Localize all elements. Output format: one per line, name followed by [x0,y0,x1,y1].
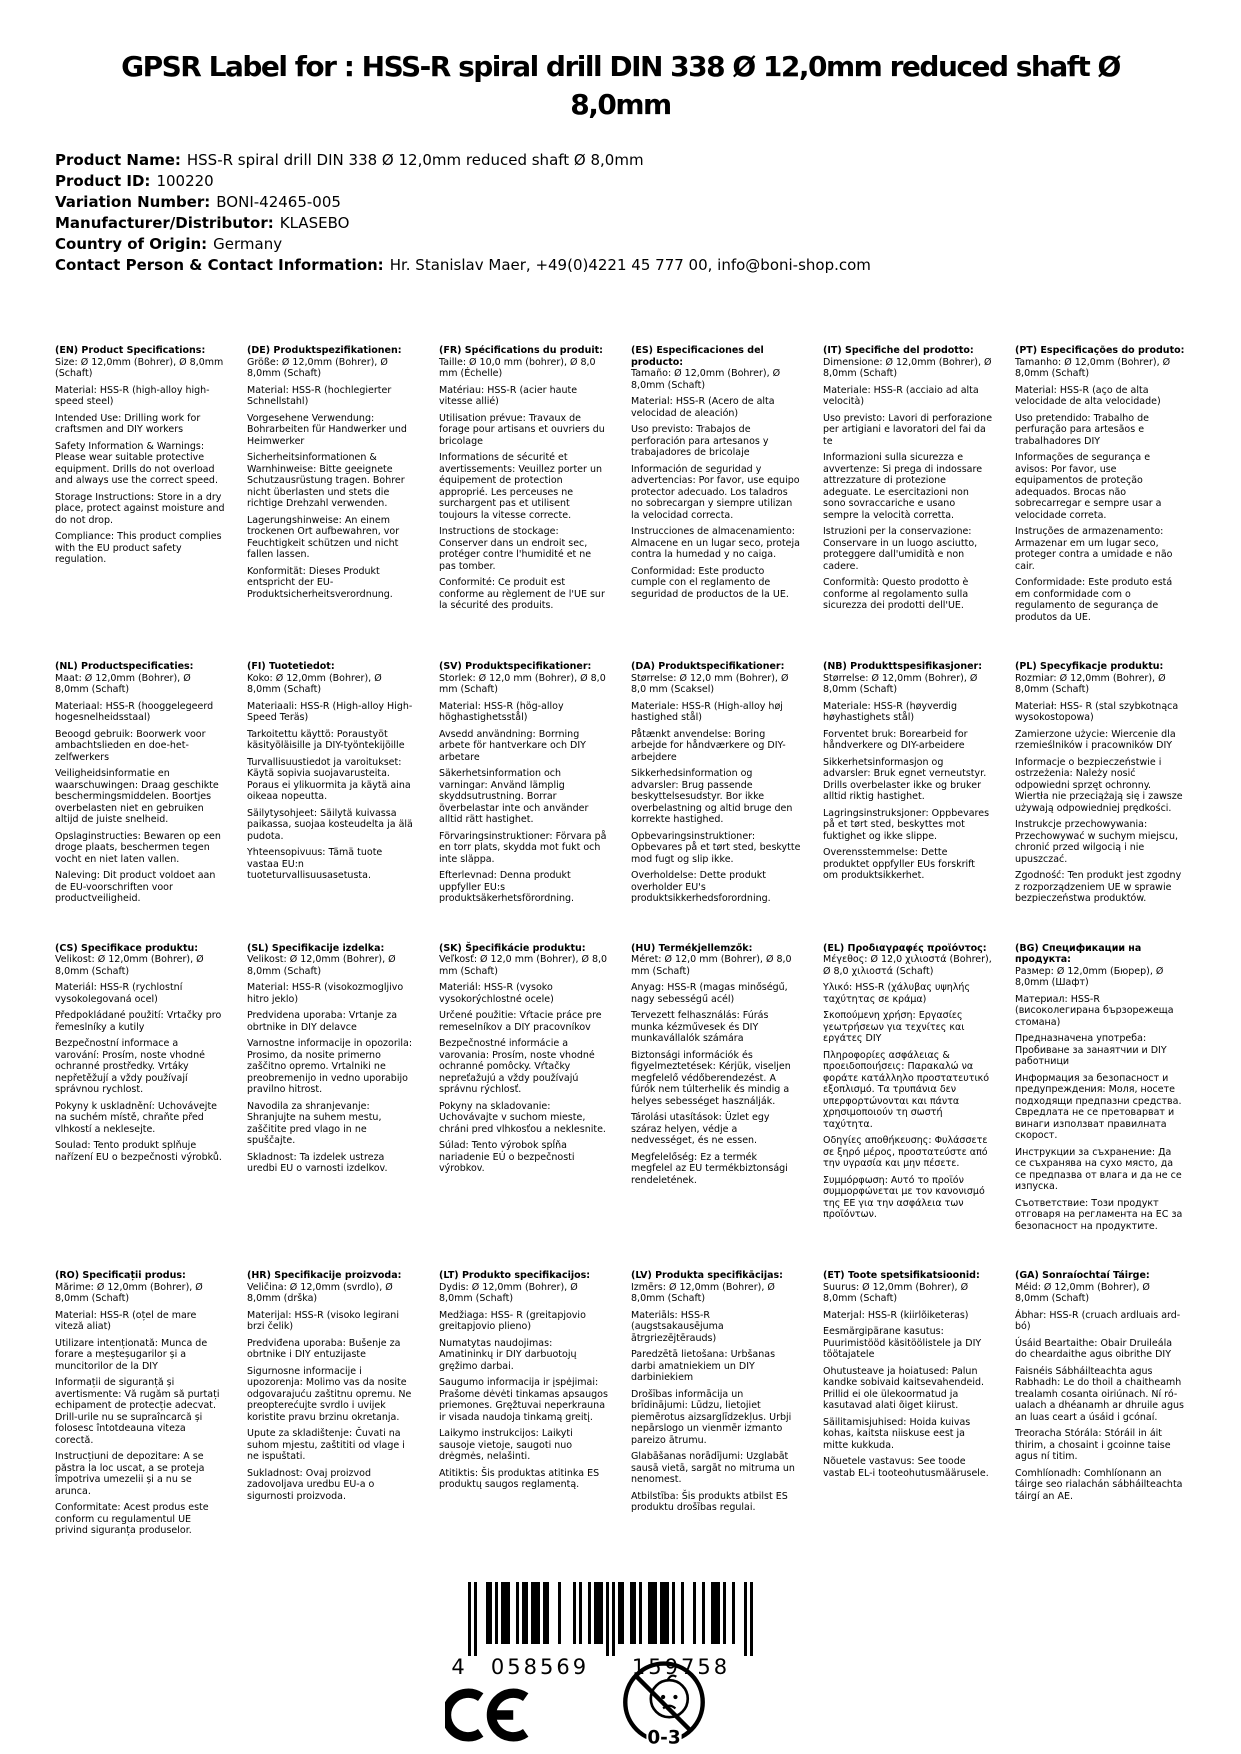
language-block-heading: (NB) Produkttspesifikasjoner: [823,661,983,672]
product-info-label: Contact Person & Contact Information: [55,256,384,274]
product-info-row [55,192,1186,213]
spec-paragraph: Материал: HSS-R (високолегирана бързорежеща стомана) [1015,993,1174,1028]
language-block-heading: (HR) Specifikacije proizvoda: [247,1270,402,1281]
spec-paragraph: Tárolási utasítások: Üzlet egy száraz helyen, védje a nedvességet, és ne essen. [631,1112,770,1146]
spec-paragraph: Informações de segurança e avisos: Por favor, use equipamentos de proteção adequados. Brocas não sobrecarregar e sempre usar a velocidade correta. [1015,452,1162,521]
language-block-heading: (NL) Productspecificaties: [55,661,194,672]
spec-paragraph: Предназначена употреба: Пробиване за занаятчии и DIY работници [1015,1033,1167,1067]
spec-paragraph: Matériau: HSS-R (acier haute vitesse allié) [439,384,578,407]
language-block-heading: (DA) Produktspecifikationer: [631,661,785,672]
product-info-row [55,171,1186,192]
spec-paragraph: Conformité: Ce produit est conforme au règlement de l'UE sur la sécurité des produits. [439,577,605,611]
spec-paragraph: Dimensione: Ø 12,0mm (Bohrer), Ø 8,0mm (Schaft) [823,356,992,379]
spec-paragraph: Förvaringsinstruktioner: Förvara på en torr plats, skydda mot fukt och inte släppa. [439,830,607,865]
language-block-heading: (ES) Especificaciones del producto: [631,345,764,368]
spec-paragraph: Atitiktis: Šis produktas atitinka ES produktų saugos reglamentą. [439,1467,600,1490]
spec-paragraph: Varnostne informacije in opozorila: Prosimo, da nosite primerno zaščitno opremo. Vrtalniki ne preobremenijo in vedno uporabijo pravilno hitrost. [247,1038,413,1095]
spec-paragraph: Bezpečnostní informace a varování: Prosím, noste vhodné ochranné prostředky. Vrtáky nepřetěžují a vždy používají správnou rychlost. [55,1038,205,1095]
language-block-heading: (RO) Specificații produs: [55,1270,186,1281]
spec-paragraph: Turvallisuustiedot ja varoitukset: Käytä sopivia suojavarusteita. Poraus ei ylikuormita ja käytä aina oikeaa nopeutta. [247,756,411,802]
spec-paragraph: Instrucciones de almacenamiento: Almacene en un lugar seco, proteja contra la humedad y no caiga. [631,526,800,560]
language-block [823,943,993,1221]
ce-mark-icon [445,1684,535,1746]
spec-paragraph: Laikymo instrukcijos: Laikyti sausoje vietoje, saugoti nuo drėgmės, nelašinti. [439,1428,573,1462]
language-block [1015,345,1185,623]
spec-paragraph: Materiale: HSS-R (høyverdig høyhastighets stål) [823,700,957,723]
spec-paragraph: Opbevaringsinstruktioner: Opbevares på et tørt sted, beskytte mod fugt og slip ikke. [631,830,801,865]
language-block [55,943,225,1164]
spec-paragraph: Určené použitie: Vŕtacie práce pre remeselníkov a DIY pracovníkov [439,1010,602,1033]
product-info-row [55,255,1186,276]
language-block [631,661,801,905]
language-block [631,943,801,1187]
language-block [247,345,417,600]
footer [0,1580,1241,1754]
spec-paragraph: Materjal: HSS-R (kiirlõiketeras) [823,1309,969,1321]
language-block [823,345,993,612]
spec-paragraph: Materiale: HSS-R (acciaio ad alta velocità) [823,384,979,407]
spec-paragraph: Biztonsági információk és figyelmeztetések: Kérjük, viseljen megfelelő védőberendezést. A fúrók nem túlterhelik és mindig a helyes sebességet használják. [631,1049,791,1107]
spec-paragraph: Material: HSS-R (high-alloy high-speed steel) [55,384,210,407]
language-block [439,661,609,905]
spec-paragraph: Súlad: Tento výrobok spĺňa nariadenie EÚ o bezpečnosti výrobkov. [439,1140,575,1174]
language-block-heading: (PT) Especificações do produto: [1015,345,1185,356]
spec-paragraph: Material: HSS-R (aço de alta velocidade de alta velocidade) [1015,384,1161,407]
product-info-value: HSS-R spiral drill DIN 338 Ø 12,0mm reduced shaft Ø 8,0mm [186,151,644,169]
language-block-heading: (BG) Спецификации на продукта: [1015,942,1142,965]
spec-paragraph: Méid: Ø 12,0mm (Bohrer), Ø 8,0mm (Schaft) [1015,1281,1150,1304]
spec-paragraph: Sikkerhedsinformation og advarsler: Brug passende beskyttelsesudstyr. Bor ikke overbelastning og altid bruge den korrekte hastighed. [631,768,793,825]
spec-paragraph: Sukladnost: Ovaj proizvod zadovoljava uredbu EU-a o sigurnosti proizvoda. [247,1467,375,1502]
spec-paragraph: Glabāšanas norādījumi: Uzglabāt sausā vietā, sargāt no mitruma un nenomest. [631,1451,795,1485]
language-block [823,1270,993,1479]
product-info-value: 100220 [156,172,214,190]
spec-paragraph: Zgodność: Ten produkt jest zgodny z rozporządzeniem UE w sprawie bezpieczeństwa produktów. [1015,870,1182,904]
spec-paragraph: Koko: Ø 12,0mm (Bohrer), Ø 8,0mm (Schaft) [247,672,382,695]
language-block [631,345,801,600]
product-info-row [55,213,1186,234]
spec-paragraph: Säilytysohjeet: Säilytä kuivassa paikassa, suojaa kosteudelta ja älä pudota. [247,807,413,842]
spec-paragraph: Instructions de stockage: Conserver dans un endroit sec, protéger contre l'humidité et ne pas tomber. [439,526,592,572]
spec-paragraph: Veiligheidsinformatie en waarschuwingen: Draag geschikte beschermingsmiddelen. Boortjes overbelasten niet en gebruiken altijd de juiste snelheid. [55,768,219,825]
spec-paragraph: Úsáid Beartaithe: Obair Druileála do cheardaithe agus oibrithe DIY [1015,1337,1173,1360]
language-block [247,943,417,1175]
spec-paragraph: Størrelse: Ø 12,0 mm (Bohrer), Ø 8,0 mm (Scaksel) [631,672,789,695]
language-block-heading: (SL) Specifikacije izdelka: [247,942,385,954]
product-info-value: Germany [213,235,283,253]
spec-paragraph: Tervezett felhasználás: Fúrás munka kézművesek és DIY munkavállalók számára [631,1010,769,1044]
spec-paragraph: Størrelse: Ø 12,0mm (Bohrer), Ø 8,0mm (Schaft) [823,672,978,695]
age-warning-icon [620,1658,708,1750]
spec-paragraph: Bezpečnostné informácie a varovania: Prosím, noste vhodné ochranné pomôcky. Vŕtačky nepreťažujú a vždy používajú správnu rýchlosť. [439,1038,595,1095]
spec-paragraph: Beoogd gebruik: Boorwerk voor ambachtslieden en doe-het-zelfwerkers [55,728,206,763]
spec-paragraph: Vorgesehene Verwendung: Bohrarbeiten für Handwerker und Heimwerker [247,412,407,447]
spec-paragraph: Lagringsinstruksjoner: Oppbevares på et tørt sted, beskyttes mot fuktighet og ikke slippe. [823,807,990,842]
spec-paragraph: Naleving: Dit product voldoet aan de EU-voorschriften voor productveiligheid. [55,870,216,904]
spec-paragraph: Intended Use: Drilling work for craftsmen and DIY workers [55,412,201,435]
spec-paragraph: Size: Ø 12,0mm (Bohrer), Ø 8,0mm (Schaft) [55,356,224,379]
spec-paragraph: Materijal: HSS-R (visoko legirani brzi čelik) [247,1309,399,1332]
spec-paragraph: Informații de siguranță și avertismente: Vă rugăm să purtați echipament de protecție adecvat. Drill-urile nu se supraîncarcă și folosesc întotdeauna viteza corectă. [55,1377,220,1446]
spec-paragraph: Größe: Ø 12,0mm (Bohrer), Ø 8,0mm (Schaft) [247,356,388,379]
language-block [439,1270,609,1491]
spec-paragraph: Materiál: HSS-R (vysoko vysokorýchlostné ocele) [439,982,554,1005]
spec-paragraph: Mărime: Ø 12,0mm (Bohrer), Ø 8,0mm (Schaft) [55,1281,203,1304]
language-block [439,943,609,1175]
language-block [55,661,225,905]
product-info-label: Variation Number: [55,193,211,211]
spec-paragraph: Rozmiar: Ø 12,0mm (Bohrer), Ø 8,0mm (Schaft) [1015,672,1166,695]
spec-paragraph: Numatytas naudojimas: Amatininkų ir DIY darbuotojų gręžimo darbai. [439,1337,577,1372]
spec-paragraph: Conformitate: Acest produs este conform cu regulamentul UE privind siguranța produselor. [55,1502,209,1536]
language-block-heading: (IT) Specifiche del prodotto: [823,345,974,356]
spec-paragraph: Veľkosť: Ø 12,0 mm (Bohrer), Ø 8,0 mm (Schaft) [439,954,608,977]
spec-paragraph: Predvidena uporaba: Vrtanje za obrtnike in DIY delavce [247,1010,398,1033]
spec-paragraph: Velikost: Ø 12,0mm (Bohrer), Ø 8,0mm (Schaft) [55,954,204,977]
spec-paragraph: Megfelelőség: Ez a termék megfelel az EU termékbiztonsági rendeletének. [631,1151,788,1186]
spec-paragraph: Materiale: HSS-R (High-alloy høj hastighed stål) [631,700,783,723]
spec-paragraph: Съответствие: Този продукт отговаря на регламента на ЕС за безопасност на продуктите. [1015,1197,1183,1232]
spec-paragraph: Materiál: HSS-R (rychlostní vysokolegovaná ocel) [55,982,183,1005]
spec-paragraph: Utilisation prévue: Travaux de forage pour artisans et ouvriers du bricolage [439,412,605,447]
spec-paragraph: Säkerhetsinformation och varningar: Använd lämplig skyddsutrustning. Borrar överbelastar inte och använder alltid rätt hastighet. [439,768,589,825]
spec-paragraph: Material: HSS-R (visokozmogljivo hitro jeklo) [247,982,404,1005]
language-block [247,1270,417,1502]
product-info-label: Product Name: [55,151,181,169]
page-title: GPSR Label for : HSS-R spiral drill DIN 338 Ø 12,0mm reduced shaft Ø 8,0mm [121,50,1120,121]
ean-barcode-svg [438,1582,768,1682]
spec-paragraph: Размер: Ø 12,0mm (Бюрер), Ø 8,0mm (Шафт) [1015,965,1164,988]
spec-paragraph: Υλικό: HSS-R (χάλυβας υψηλής ταχύτητας σε κράμα) [823,982,971,1005]
spec-paragraph: Paredzētā lietošana: Urbšanas darbi amatniekiem un DIY darbiniekiem [631,1349,776,1383]
spec-paragraph: Ohutusteave ja hoiatused: Palun kandke sobivaid kaitsevahendeid. Prillid ei ole ülekoormatud ja kasutavad alati õiget kiirust. [823,1365,985,1411]
spec-paragraph: Avsedd användning: Borrning arbete för hantverkare och DIY arbetare [439,728,586,763]
product-info [55,150,1186,276]
spec-paragraph: Faisnéis Sábháilteachta agus Rabhadh: Le do thoil a chaitheamh trealamh cosanta oiriúnach. Ní ró-ualach a dhéanamh ar dhruile agus an luas ceart a úsáid i gcónaí. [1015,1365,1184,1423]
spec-paragraph: Инструкции за съхранение: Да се съхранява на сухо място, да се предпазва от влага и да не се изпуска. [1015,1146,1182,1192]
spec-paragraph: Safety Information & Warnings: Please wear suitable protective equipment. Drills do not overload and always use the correct speed. [55,440,218,486]
spec-paragraph: Tarkoitettu käyttö: Poraustyöt käsityöläisille ja DIY-työntekijöille [247,728,405,751]
spec-paragraph: Compliance: This product complies with the EU product safety regulation. [55,531,222,565]
spec-paragraph: Conformidad: Este producto cumple con el reglamento de seguridad de productos de la UE. [631,565,789,600]
spec-paragraph: Uso previsto: Trabajos de perforación para artesanos y trabajadores de bricolaje [631,424,769,458]
spec-paragraph: Izmērs: Ø 12,0mm (Bohrer), Ø 8,0mm (Schaft) [631,1281,775,1304]
spec-paragraph: Μέγεθος: Ø 12,0 χιλιοστά (Bohrer), Ø 8,0 χιλιοστά (Schaft) [823,954,992,977]
language-grid [55,345,1186,1537]
spec-paragraph: Maat: Ø 12,0mm (Bohrer), Ø 8,0mm (Schaft) [55,672,191,695]
spec-paragraph: Tamanho: Ø 12,0mm (Bohrer), Ø 8,0mm (Schaft) [1015,356,1171,379]
spec-paragraph: Instrucțiuni de depozitare: A se păstra la loc uscat, a se proteja împotriva umezelii și a nu se arunca. [55,1451,205,1497]
spec-paragraph: Pokyny k uskladnění: Uchovávejte na suchém místě, chraňte před vlhkostí a neklesejte. [55,1100,218,1135]
language-block-heading: (EL) Προδιαγραφές προϊόντος: [823,942,987,954]
spec-paragraph: Comhlíonadh: Comhlíonann an táirge seo rialachán sábháilteachta táirgí an AE. [1015,1467,1183,1502]
spec-paragraph: Instruções de armazenamento: Armazenar em um lugar seco, proteger contra a umidade e não cair. [1015,526,1173,572]
spec-paragraph: Informazioni sulla sicurezza e avvertenze: Si prega di indossare attrezzature di protezione adeguate. Le esercitazioni non sono sovraccariche e usano sempre la velocità corretta. [823,452,983,521]
spec-paragraph: Efterlevnad: Denna produkt uppfyller EU:s produktsäkerhetsförordning. [439,870,575,904]
barcode-right-digits: 159758 [631,1655,731,1679]
spec-paragraph: Navodila za shranjevanje: Shranjujte na suhem mestu, zaščitite pred vlago in ne spuščajte. [247,1100,382,1146]
product-info-value: BONI-42465-005 [216,193,341,211]
spec-paragraph: Nõuetele vastavus: See toode vastab EL-i tooteohutusmäärusele. [823,1456,989,1479]
language-block-heading: (HU) Termékjellemzők: [631,942,753,954]
spec-paragraph: Yhteensopivuus: Tämä tuote vastaa EU:n tuoteturvallisuusasetusta. [247,847,383,881]
spec-paragraph: Sigurnosne informacije i upozorenja: Molimo vas da nosite odgovarajuću zaštitnu opremu. Ne preopterećujte svrdlo i uvijek koristite pravu brzinu okretanja. [247,1365,412,1423]
spec-paragraph: Οδηγίες αποθήκευσης: Φυλάσσετε σε ξηρό μέρος, προστατεύστε από την υγρασία και μην πέσετε. [823,1135,988,1169]
language-block [439,345,609,612]
language-block-heading: (LT) Produkto specifikacijos: [439,1270,591,1281]
barcode-lead-digit: 4 [451,1655,465,1679]
spec-paragraph: Dydis: Ø 12,0mm (Bohrer), Ø 8,0mm (Schaft) [439,1281,578,1304]
language-block-heading: (FI) Tuotetiedot: [247,661,335,672]
spec-paragraph: Saugumo informacija ir įspėjimai: Prašome dėvėti tinkamas apsaugos priemones. Gręžtuvai neperkrauna ir visada naudoja tinkamą greitį. [439,1377,608,1423]
spec-paragraph: Medžiaga: HSS- R (greitapjovio greitapjovio plieno) [439,1309,586,1332]
product-info-label: Manufacturer/Distributor: [55,214,274,232]
spec-paragraph: Πληροφορίες ασφάλειας & προειδοποιήσεις: Παρακαλώ να φοράτε κατάλληλο προστατευτικό εξοπλισμό. Τα τρυπάνια δεν υπερφορτώνονται και πάντα χρησιμοποιούν τη σωστή ταχύτητα. [823,1049,990,1130]
spec-paragraph: Uso pretendido: Trabalho de perfuração para artesãos e trabalhadores DIY [1015,412,1149,447]
spec-paragraph: Información de seguridad y advertencias: Por favor, use equipo protector adecuado. Los taladros no sobrecargan y siempre utilizan la velocidad correcta. [631,463,800,521]
spec-paragraph: Sikkerhetsinformasjon og advarsler: Bruk egnet verneutstyr. Drills overbelaster ikke og bruker alltid riktig hastighet. [823,756,987,802]
spec-paragraph: Uso previsto: Lavori di perforazione per artigiani e lavoratori del fai da te [823,412,993,447]
language-block-heading: (GA) Sonraíochtaí Táirge: [1015,1270,1150,1281]
spec-paragraph: Informacje o bezpieczeństwie i ostrzeżenia: Należy nosić odpowiedni sprzęt ochronny. Wiertła nie przeciążają się i zawsze używają odpowiedniej prędkości. [1015,756,1183,814]
spec-paragraph: Material: HSS-R (hög-alloy höghastighetsstål) [439,700,564,723]
language-block [1015,1270,1185,1502]
spec-paragraph: Taille: Ø 10,0 mm (bohrer), Ø 8,0 mm (Échelle) [439,356,596,379]
language-block-heading: (PL) Specyfikacje produktu: [1015,661,1164,672]
spec-paragraph: Overholdelse: Dette produkt overholder EU's produktsikkerhedsforordning. [631,870,771,904]
product-info-row [55,150,1186,171]
spec-paragraph: Tamaño: Ø 12,0mm (Bohrer), Ø 8,0mm (Schaft) [631,368,781,391]
spec-paragraph: Forventet bruk: Borearbeid for håndverkere og DIY-arbeidere [823,728,968,751]
product-info-row [55,234,1186,255]
language-block [55,1270,225,1537]
language-block [1015,661,1185,905]
spec-paragraph: Informations de sécurité et avertissements: Veuillez porter un équipement de protection approprié. Les perceuses ne surchargent pas et utilisent toujours la vitesse correcte. [439,452,602,521]
spec-paragraph: Upute za skladištenje: Čuvati na suhom mjestu, zaštititi od vlage i ne ispuštati. [247,1428,405,1462]
spec-paragraph: Συμμόρφωση: Αυτό το προϊόν συμμορφώνεται με τον κανονισμό της ΕΕ για την ασφάλεια των προϊόντων. [823,1174,985,1220]
spec-paragraph: Opslaginstructies: Bewaren op een droge plaats, beschermen tegen vocht en niet laten vallen. [55,830,221,865]
language-block-heading: (SV) Produktspecifikationer: [439,661,592,672]
spec-paragraph: Materiaal: HSS-R (hooggelegeerd hogesnelheidsstaal) [55,700,214,723]
age-warning-label: 0-3 [647,1727,681,1749]
language-block-heading: (CS) Specifikace produktu: [55,942,199,954]
spec-paragraph: Suurus: Ø 12,0mm (Bohrer), Ø 8,0mm (Schaft) [823,1281,969,1304]
spec-paragraph: Информация за безопасност и предупреждения: Моля, носете подходящи предпазни средства. Свредлата не се претоварват и винаги използват правилната скорост. [1015,1072,1182,1141]
spec-paragraph: Předpokládané použití: Vrtačky pro řemeslníky a kutily [55,1010,222,1033]
language-block-heading: (ET) Toote spetsifikatsioonid: [823,1270,980,1281]
spec-paragraph: Conformidade: Este produto está em conformidade com o regulamento de segurança de produtos da UE. [1015,577,1173,623]
language-block-heading: (EN) Product Specifications: [55,345,206,356]
spec-paragraph: Konformität: Dieses Produkt entspricht der EU-Produktsicherheitsverordnung. [247,565,393,600]
spec-paragraph: Treoracha Stórála: Stóráil in áit thirim, a chosaint i gcoinne taise agus ní titim. [1015,1428,1171,1462]
spec-paragraph: Atbilstība: Šis produkts atbilst ES produktu drošības regulai. [631,1490,788,1513]
spec-paragraph: Σκοπούμενη χρήση: Εργασίες γεωτρήσεων για τεχνίτες και εργάτες DIY [823,1010,965,1044]
spec-paragraph: Storlek: Ø 12,0 mm (Bohrer), Ø 8,0 mm (Schaft) [439,672,606,695]
spec-paragraph: Skladnost: Ta izdelek ustreza uredbi EU o varnosti izdelkov. [247,1151,388,1174]
spec-paragraph: Soulad: Tento produkt splňuje nařízení EU o bezpečnosti výrobků. [55,1140,222,1163]
product-info-label: Product ID: [55,172,151,190]
spec-paragraph: Säilitamisjuhised: Hoida kuivas kohas, kaitsta niiskuse eest ja mitte kukkuda. [823,1416,971,1451]
language-block [631,1270,801,1514]
language-block-heading: (SK) Špecifikácie produktu: [439,942,586,954]
spec-paragraph: Pokyny na skladovanie: Uchovávajte v suchom mieste, chráni pred vlhkosťou a neklesnite. [439,1100,606,1135]
language-block [55,345,225,566]
language-block-heading: (DE) Produktspezifikationen: [247,345,402,356]
product-info-label: Country of Origin: [55,235,208,253]
product-info-value: KLASEBO [279,214,350,232]
language-block [823,661,993,882]
spec-paragraph: Storage Instructions: Store in a dry place, protect against moisture and do not drop. [55,491,225,526]
spec-paragraph: Material: HSS-R (hochlegierter Schnellstahl) [247,384,392,407]
spec-paragraph: Påtænkt anvendelse: Boring arbejde for håndværkere og DIY-arbejdere [631,728,786,763]
spec-paragraph: Instrukcje przechowywania: Przechowywać w suchym miejscu, chronić przed wilgocią i nie upuszczać. [1015,819,1179,865]
spec-paragraph: Lagerungshinweise: An einem trockenen Ort aufbewahren, vor Feuchtigkeit schützen und nicht fallen lassen. [247,514,400,560]
language-block [1015,943,1185,1233]
spec-paragraph: Materiaali: HSS-R (High-alloy High-Speed Teräs) [247,700,413,723]
spec-paragraph: Overensstemmelse: Dette produktet oppfyller EUs forskrift om produktsikkerhet. [823,847,976,881]
spec-paragraph: Istruzioni per la conservazione: Conservare in un luogo asciutto, proteggere dall'umidità e non cadere. [823,526,978,572]
spec-paragraph: Sicherheitsinformationen & Warnhinweise: Bitte geeignete Schutzausrüstung tragen. Bohrer nicht überlasten und stets die richtige Drehzahl verwenden. [247,452,405,509]
spec-paragraph: Veličina: Ø 12,0mm (svrdlo), Ø 8,0mm (drška) [247,1281,393,1304]
language-block-heading: (LV) Produkta specifikācijas: [631,1270,783,1281]
spec-paragraph: Material: HSS-R (oțel de mare viteză aliat) [55,1309,197,1332]
spec-paragraph: Velikost: Ø 12,0mm (Bohrer), Ø 8,0mm (Schaft) [247,954,396,977]
barcode-left-digits: 058569 [490,1655,590,1679]
spec-paragraph: Predviđena uporaba: Bušenje za obrtnike i DIY entuzijaste [247,1337,401,1360]
language-block [247,661,417,882]
spec-paragraph: Méret: Ø 12,0 mm (Bohrer), Ø 8,0 mm (Schaft) [631,954,792,977]
spec-paragraph: Zamierzone użycie: Wiercenie dla rzemieślników i pracowników DIY [1015,728,1176,751]
spec-paragraph: Materiāls: HSS-R (augstsakausējuma ātrgriezējtērauds) [631,1309,724,1344]
spec-paragraph: Ábhar: HSS-R (cruach ardluais ard-bó) [1015,1309,1181,1332]
spec-paragraph: Material: HSS-R (Acero de alta velocidad de aleación) [631,396,775,419]
spec-paragraph: Conformità: Questo prodotto è conforme al regolamento sulla sicurezza dei prodotti dell'UE. [823,577,969,611]
spec-paragraph: Materiał: HSS- R (stal szybkotnąca wysokostopowa) [1015,700,1179,723]
spec-paragraph: Drošības informācija un brīdinājumi: Lūdzu, lietojiet piemērotus aizsarglīdzekļus. Urbji nepārslogo un vienmēr izmanto pareizo ātrumu. [631,1388,792,1446]
spec-paragraph: Anyag: HSS-R (magas minőségű, nagy sebességű acél) [631,982,788,1005]
ean-barcode [438,1582,768,1682]
language-block-heading: (FR) Spécifications du produit: [439,345,603,356]
product-info-value: Hr. Stanislav Maer, +49(0)4221 45 777 00, info@boni-shop.com [389,256,871,274]
spec-paragraph: Utilizare intenționată: Munca de forare a meșteșugarilor și a muncitorilor de la DIY [55,1337,208,1372]
spec-paragraph: Eesmärgipärane kasutus: Puurimistööd käsitöölistele ja DIY töötajatele [823,1326,982,1360]
